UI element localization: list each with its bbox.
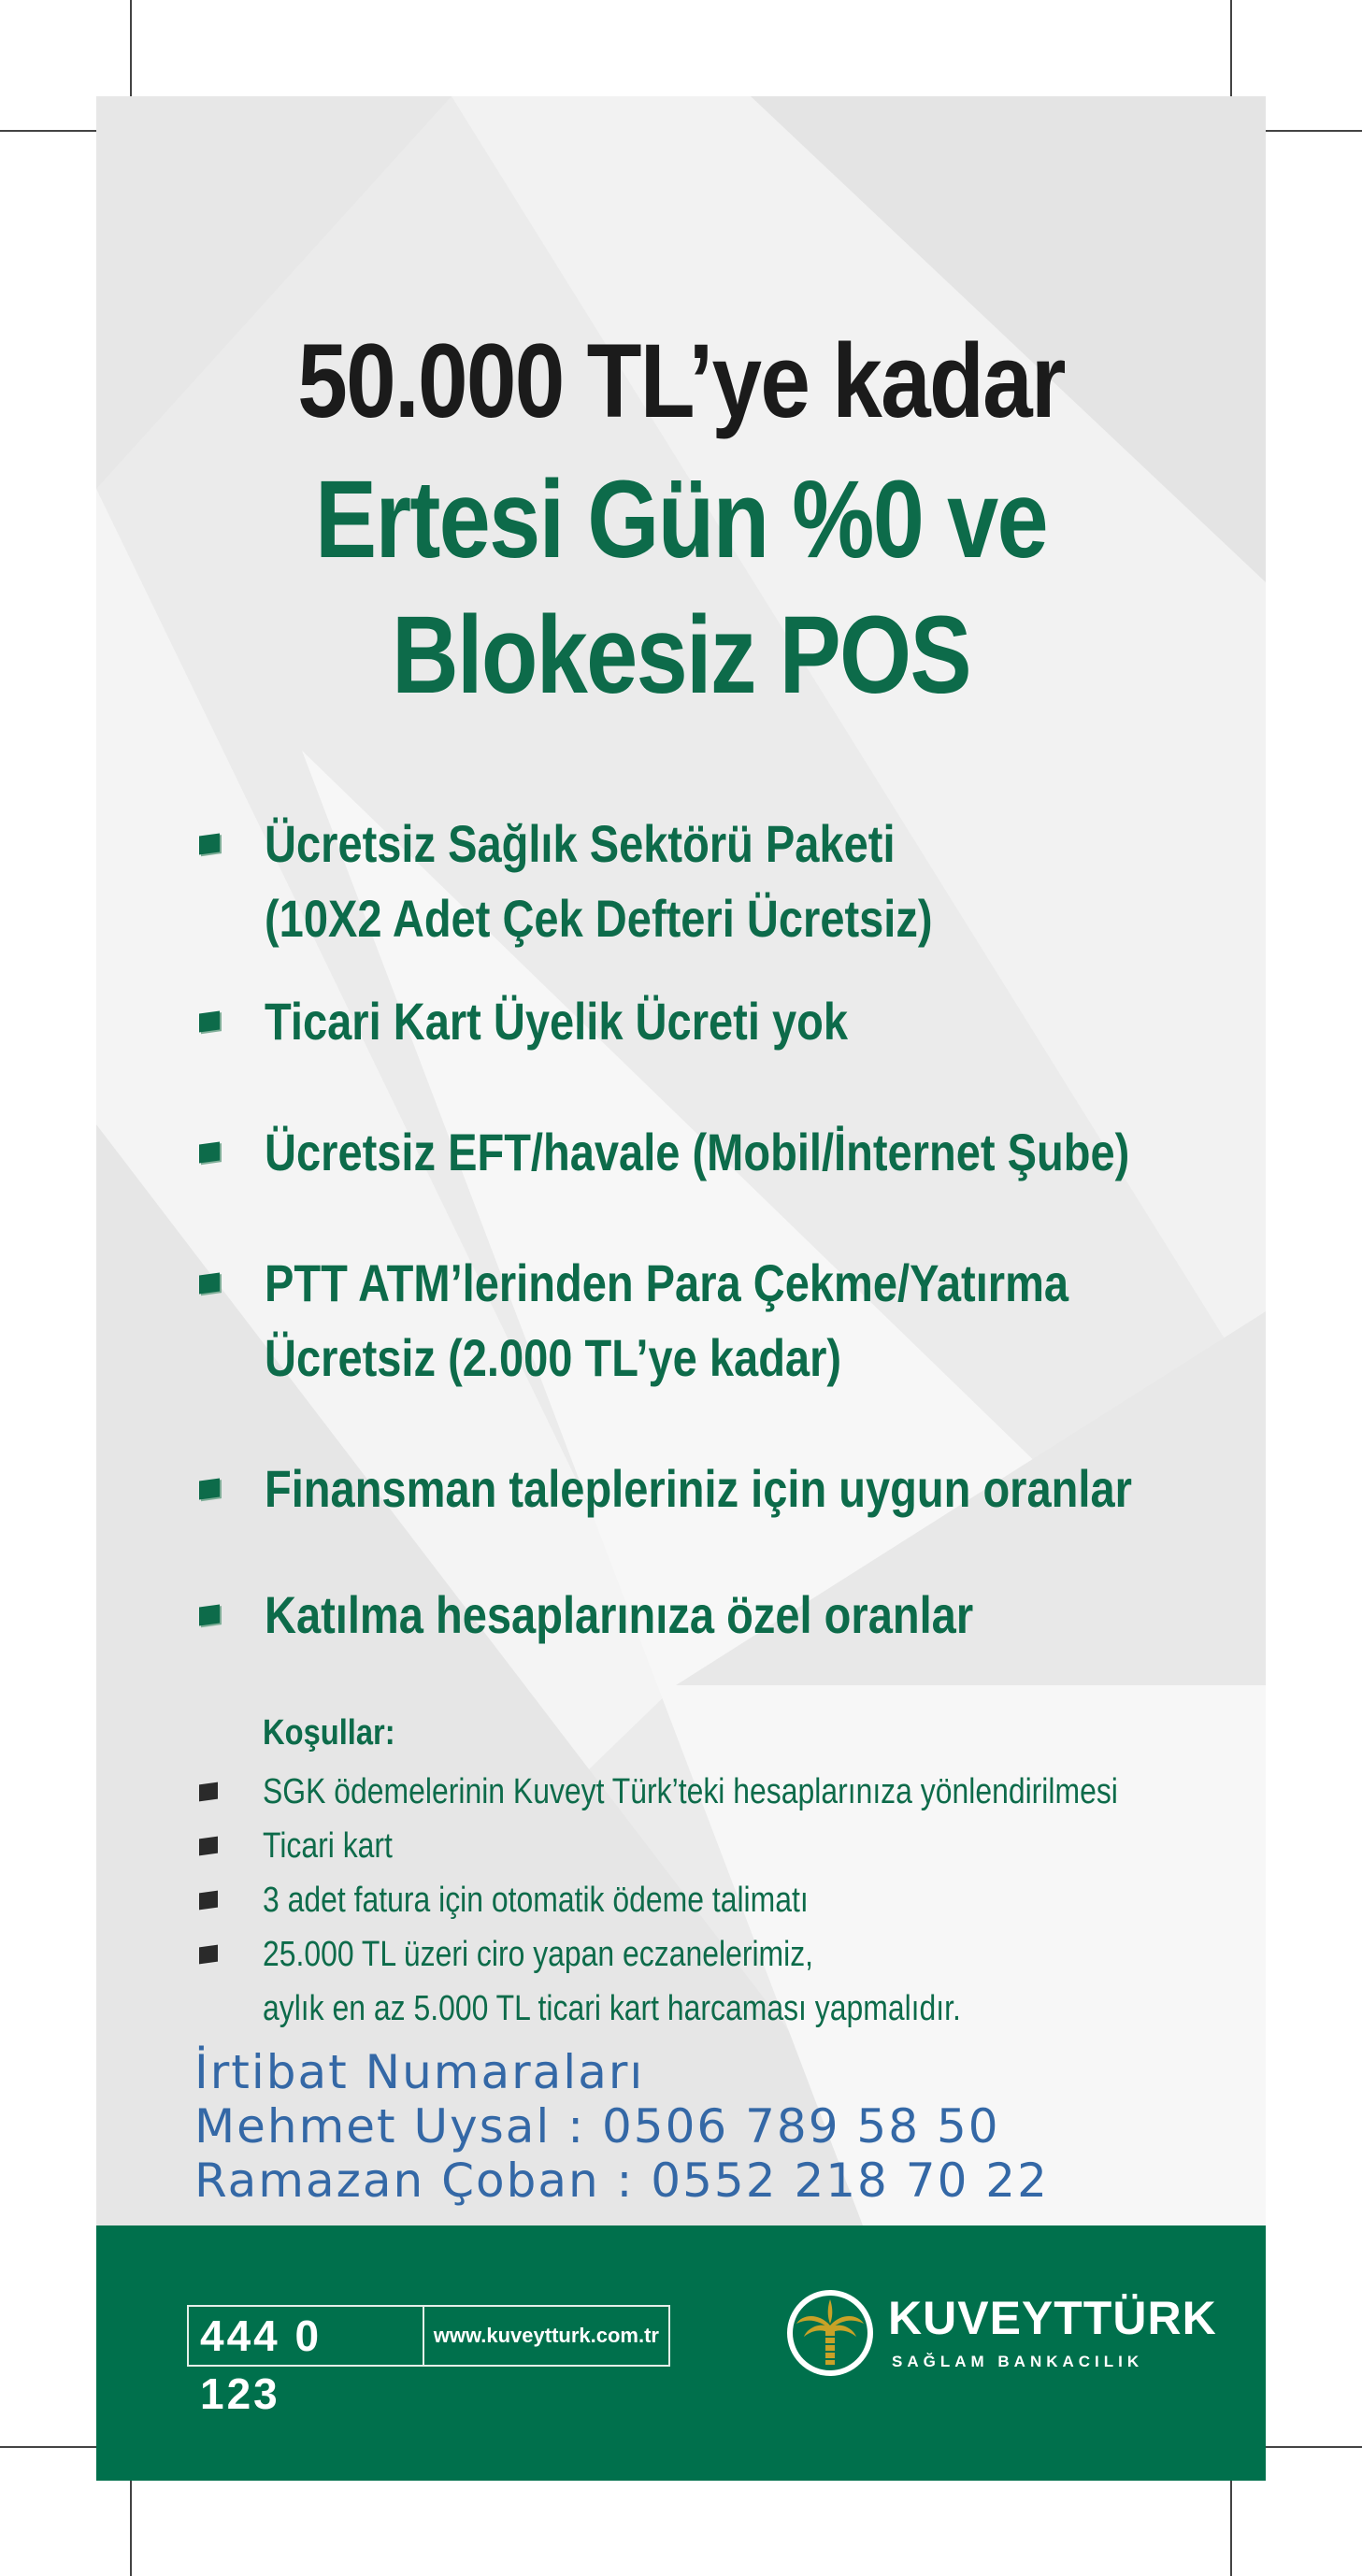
phone-box <box>187 2305 670 2418</box>
crop-mark <box>0 130 96 132</box>
headline-line-2: Ertesi Gün %0 ve <box>315 458 1047 581</box>
condition-line: 3 adet fatura için otomatik ödeme talimatı <box>263 1881 809 1920</box>
flyer <box>96 96 1266 2481</box>
benefit-line: Ücretsiz EFT/havale (Mobil/İnternet Şube) <box>265 1123 1130 1181</box>
bullet-icon <box>199 1272 220 1294</box>
phone-number: 444 0 123 <box>189 2307 424 2365</box>
crop-mark <box>1230 0 1232 96</box>
crop-mark <box>130 2481 132 2576</box>
contact-line: Ramazan Çoban : 0552 218 70 22 <box>194 2154 1049 2208</box>
benefit-line: Ücretsiz (2.000 TL’ye kadar) <box>265 1328 842 1387</box>
brand-tagline: SAĞLAM BANKACILIK <box>892 2353 1144 2370</box>
brand-name: KUVEYTTÜRK <box>888 2292 1217 2344</box>
bullet-icon <box>199 1837 218 1856</box>
footer <box>96 2225 1266 2481</box>
contact-line: Mehmet Uysal : 0506 789 58 50 <box>194 2099 1000 2154</box>
bullet-icon <box>199 1010 220 1032</box>
brand-logo <box>783 2282 1217 2384</box>
bullet-icon <box>199 1478 220 1499</box>
crop-mark <box>130 0 132 96</box>
website-link[interactable]: www.kuveytturk.com.tr <box>433 2324 659 2347</box>
benefit-line: PTT ATM’lerinden Para Çekme/Yatırma <box>265 1253 1069 1312</box>
palm-tree-logo-icon <box>783 2286 877 2380</box>
benefit-line: Finansman talepleriniz için uygun oranlar <box>265 1459 1132 1518</box>
condition-line: Ticari kart <box>263 1826 393 1866</box>
bullet-icon <box>199 1945 218 1965</box>
crop-mark <box>1230 2481 1232 2576</box>
condition-line: SGK ödemelerinin Kuveyt Türk’teki hesaplarınıza yönlendirilmesi <box>263 1772 1118 1811</box>
condition-line: aylık en az 5.000 TL ticari kart harcaması yapmalıdır. <box>263 1989 961 2028</box>
benefit-line: Ticari Kart Üyelik Ücreti yok <box>265 992 849 1051</box>
crop-mark <box>0 2446 96 2448</box>
benefit-line: Ücretsiz Sağlık Sektörü Paketi <box>265 814 896 873</box>
benefit-line: Katılma hesaplarınıza özel oranlar <box>265 1585 974 1644</box>
conditions-title: Koşullar: <box>263 1713 395 1753</box>
bullet-icon <box>199 1891 218 1911</box>
bullet-icon <box>199 1782 218 1802</box>
headline-line-3: Blokesiz POS <box>392 594 970 717</box>
crop-mark <box>1266 2446 1362 2448</box>
contact-title: İrtibat Numaraları <box>194 2045 645 2099</box>
bullet-icon <box>199 833 220 854</box>
benefit-line: (10X2 Adet Çek Defteri Ücretsiz) <box>265 889 933 948</box>
condition-line: 25.000 TL üzeri ciro yapan eczanelerimiz, <box>263 1935 814 1974</box>
headline-line-1: 50.000 TL’ye kadar <box>297 322 1065 439</box>
bullet-icon <box>199 1604 220 1625</box>
crop-mark <box>1266 130 1362 132</box>
bullet-icon <box>199 1141 220 1163</box>
